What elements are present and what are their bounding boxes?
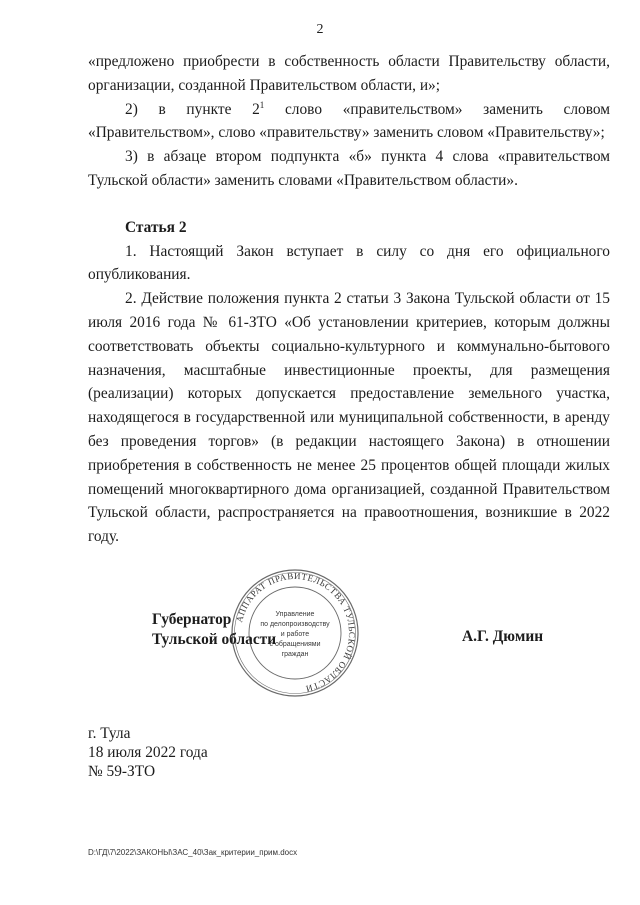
law-text [88,50,610,549]
signatory-title-line1: Губернатор [152,611,232,628]
paragraph-2 [88,98,610,146]
paragraph-2-end: слово «правительством» заменить словом «Правительством», слово «правительству» заменить словом «Правительству»; [88,100,611,142]
svg-text:АППАРАТ ПРАВИТЕЛЬСТВА ТУЛЬСКОЙ: АППАРАТ ПРАВИТЕЛЬСТВА ТУЛЬСКОЙ ОБЛАСТИ [234,570,358,694]
signatory-title-line2: Тульской области [152,631,277,648]
article-heading: Статья 2 [125,218,187,236]
paragraph-3: 3) в абзаце втором подпункта «б» пункта 4 слова «правительством Тульской области» заменить словами «Правительством области». [88,148,610,189]
svg-text:по делопроизводству: по делопроизводству [260,621,330,628]
paragraph-2-start: 2) в пункте 2 [125,100,260,118]
paragraph-4: 1. Настоящий Закон вступает в силу со дня его официального опубликования. [88,242,610,284]
official-seal [230,568,360,698]
page-number: 2 [316,22,324,37]
paragraph-5: 2. Действие положения пункта 2 статьи 3 Закона Тульской области от 15 июля 2016 года № 61-ЗТО «Об установлении критериев, которым должны соответствовать объекты социально-культурного и коммунально-бытового назначения, масштабные инвестиционные проекты, для размещения (реализации) которых допускается предоставление земельного участка, находящегося в государственной или муниципальной собственности, в аренду без проведения торгов» (в редакции настоящего Закона) в отношении приобретения в собственность не менее 25 процентов общей площади жилых помещений многоквартирного дома организацией, созданной Правительством Тульской области, распространяется на правоотношения, возникшие в 2022 году. [88,290,610,546]
city: г. Тула [88,725,131,742]
paragraph-1: «предложено приобрести в собственность области Правительству области, организации, созданной Правительством области, и»; [88,53,610,94]
signing-date: 18 июля 2022 года [88,744,208,761]
law-number: № 59-ЗТО [88,763,156,780]
svg-text:Управление: Управление [275,611,315,618]
file-path: D:\ГД\7\2022\ЗАКОНЫ\ЗАС_40\Зак_критерии_прим.docx [88,848,298,857]
signatory-name: А.Г. Дюмин [462,628,544,645]
place-date-block [88,724,208,781]
superscript: 1 [259,99,265,110]
svg-text:с обращениями: с обращениями [269,641,321,648]
svg-text:и работе: и работе [280,631,310,638]
svg-text:граждан: граждан [281,651,309,658]
